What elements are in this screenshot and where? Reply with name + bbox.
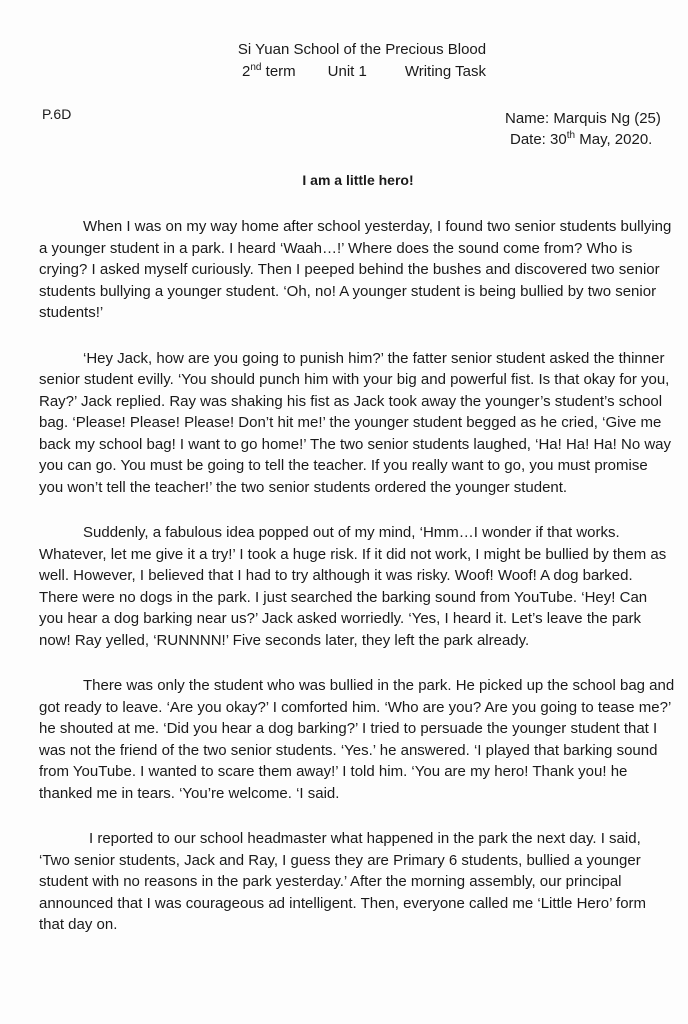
essay-title: I am a little hero! [302,172,414,188]
essay-paragraph-4: There was only the student who was bullied in the park. He picked up the school bag and got ready to leave. ‘Are you okay?’ I comforted him. ‘Who are you? Are you going to tease me?’ he shouted at me. ‘Did you hear a dog barking?’ I tried to persuade the younger student that I was not the friend of the two senior students. ‘Yes.’ he answered. ‘I played that barking sound from YouTube. I wanted to scare them away!’ I told him. ‘You are my hero! Thank you! he thanked me in tears. ‘You’re welcome. ‘I said. [39,677,675,802]
class-label: P.6D [42,106,72,122]
term-label: 2nd term [242,62,296,80]
student-info [505,108,661,150]
school-name: Si Yuan School of the Precious Blood [237,41,487,58]
essay-paragraph-3: Suddenly, a fabulous idea popped out of my mind, ‘Hmm…I wonder if that works. Whatever, let me give it a try!’ I took a huge risk. If it did not work, I might be bullied by them as well. However, I believed that I had to try although it was risky. Woof! Woof! A dog barked. There were no dogs in the park. I just searched the barking sound from YouTube. ‘Hey! Can you hear a dog barking near us?’ Jack asked worriedly. ‘Yes, I heard it. Let’s leave the park now! Ray yelled, ‘RUNNNN!’ Five seconds later, they left the park already. [39,524,667,649]
essay-paragraph-1: When I was on my way home after school yesterday, I found two senior students bullying a younger student in a park. I heard ‘Waah…!’ Where does the sound come from? Who is crying? I asked myself curiously. Then I peeped behind the bushes and discovered two senior students bullying a younger student. ‘Oh, no! A younger student is being bullied by two senior students!’ [39,218,672,321]
student-name: Name: Marquis Ng (25) [505,110,661,127]
document-header [0,40,688,82]
term-line [40,62,688,82]
essay-paragraph-2: ‘Hey Jack, how are you going to punish him?’ the fatter senior student asked the thinner senior student evilly. ‘You should punch him with your big and powerful fist. Is that okay for you, Ray?’ Jack replied. Ray was shaking his fist as Jack took away the younger’s student’s school bag. ‘Please! Please! Please! Don’t hit me!’ the younger student begged as he cried, ‘Give me back my school bag! I want to go home!’ The two senior students laughed, ‘Ha! Ha! Ha! No way you can go. You must be going to tell the teacher. If you really want to go, you must promise you won’t tell the teacher!’ the two senior students ordered the younger student. [39,349,671,496]
task-label: Writing Task [404,63,486,80]
essay-body [39,216,675,960]
submission-date: Date: 30th May, 2020. [510,130,653,148]
unit-label: Unit 1 [327,63,367,80]
essay-paragraph-5: I reported to our school headmaster what happened in the park the next day. I said, ‘Two senior students, Jack and Ray, I guess they are Primary 6 students, bullied a younger student with no reasons in the park yesterday.’ After the morning assembly, our principal announced that I was courageous ad intelligent. Then, everyone called me ‘Little Hero’ form that day on. [39,830,647,933]
